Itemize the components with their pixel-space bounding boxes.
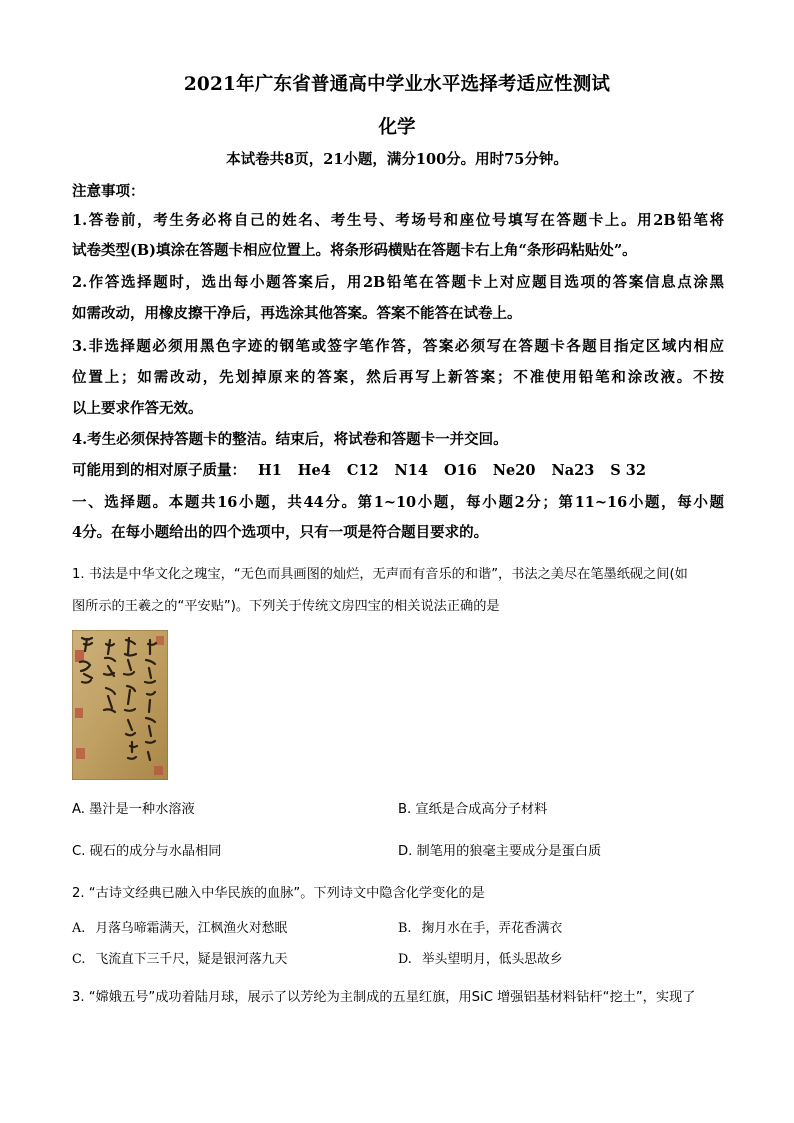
q1-option-c: C. 砚石的成分与水晶相同 (72, 844, 222, 859)
note-2-line-2: 如需改动，用橡皮擦干净后，再选涂其他答案。答案不能答在试卷上。 (72, 305, 522, 322)
note-3-line-1: 3.非选择题必须用黑色字迹的钢笔或签字笔作答，答案必须写在答题卡各题目指定区域内相应 (72, 338, 724, 355)
mass-s: S 32 (610, 462, 646, 479)
note-3-line-2: 位置上；如需改动，先划掉原来的答案，然后再写上新答案；不准使用铅笔和涂改液。不按 (72, 369, 724, 386)
q2-option-c-letter: C. (72, 952, 86, 967)
q2-option-a (72, 919, 287, 939)
q2-option-c-text: 飞流直下三千尺，疑是银河落九天 (95, 952, 288, 967)
mass-c: C12 (346, 462, 379, 479)
mass-o: O16 (443, 462, 477, 479)
atomic-masses-label: 可能用到的相对原子质量： (72, 462, 246, 479)
q1-option-a: A. 墨汁是一种水溶液 (72, 802, 195, 817)
mass-he: He4 (297, 462, 331, 479)
q2-option-c (72, 950, 287, 970)
question-3-stem: 3. “嫦娥五号”成功着陆月球，展示了以芳纶为主制成的五星红旗，用SiC 增强铝基材料钻杆“挖土”，实现了 (72, 990, 696, 1005)
mass-h: H1 (258, 462, 282, 479)
subject-title: 化学 (378, 117, 416, 138)
question-1-stem-line-2: 图所示的王羲之的“平安贴”)。下列关于传统文房四宝的相关说法正确的是 (72, 599, 500, 614)
q2-option-a-text: 月落乌啼霜满天，江枫渔火对愁眠 (95, 921, 288, 936)
exam-info: 本试卷共8页，21小题，满分100分。用时75分钟。 (226, 151, 568, 168)
section-1-line-1: 一、选择题。本题共16小题，共44分。第1~10小题，每小题2分；第11~16小题，每小题 (72, 494, 724, 511)
q2-option-b-text: 掬月水在手，弄花香满衣 (421, 921, 563, 936)
exam-title: 2021年广东省普通高中学业水平选择考适应性测试 (183, 74, 611, 95)
mass-n: N14 (394, 462, 428, 479)
mass-ne: Ne20 (492, 462, 536, 479)
note-2-line-1: 2.作答选择题时，选出每小题答案后，用2B铅笔在答题卡上对应题目选项的答案信息点涂黑 (72, 274, 724, 291)
note-4: 4.考生必须保持答题卡的整洁。结束后，将试卷和答题卡一并交回。 (72, 431, 508, 448)
q1-option-d: D. 制笔用的狼毫主要成分是蛋白质 (398, 844, 602, 859)
question-1-stem-line-1: 1. 书法是中华文化之瑰宝，“无色而具画图的灿烂，无声而有音乐的和谐”，书法之美尽在笔墨纸砚之间(如 (72, 567, 688, 582)
q2-option-d-letter: D. (398, 952, 412, 967)
calligraphy-image (72, 630, 168, 780)
notes-heading: 注意事项： (72, 183, 145, 200)
question-2-stem: 2. “古诗文经典已融入中华民族的血脉”。下列诗文中隐含化学变化的是 (72, 886, 485, 901)
note-3-line-3: 以上要求作答无效。 (72, 400, 203, 417)
note-1-line-2: 试卷类型(B)填涂在答题卡相应位置上。将条形码横贴在答题卡右上角“条形码粘贴处”。 (72, 242, 637, 259)
note-1-line-1: 1.答卷前，考生务必将自己的姓名、考生号、考场号和座位号填写在答题卡上。用2B铅笔将 (72, 212, 724, 229)
q2-option-a-letter: A. (72, 921, 86, 936)
q2-option-d-text: 举头望明月，低头思故乡 (421, 952, 563, 967)
mass-na: Na23 (551, 462, 595, 479)
q2-option-b-letter: B. (398, 921, 412, 936)
atomic-masses (72, 460, 724, 482)
section-1-line-2: 4分。在每小题给出的四个选项中，只有一项是符合题目要求的。 (72, 524, 489, 541)
q2-option-b (398, 919, 562, 939)
q2-option-d (398, 950, 563, 970)
q1-option-b: B. 宣纸是合成高分子材料 (398, 802, 548, 817)
